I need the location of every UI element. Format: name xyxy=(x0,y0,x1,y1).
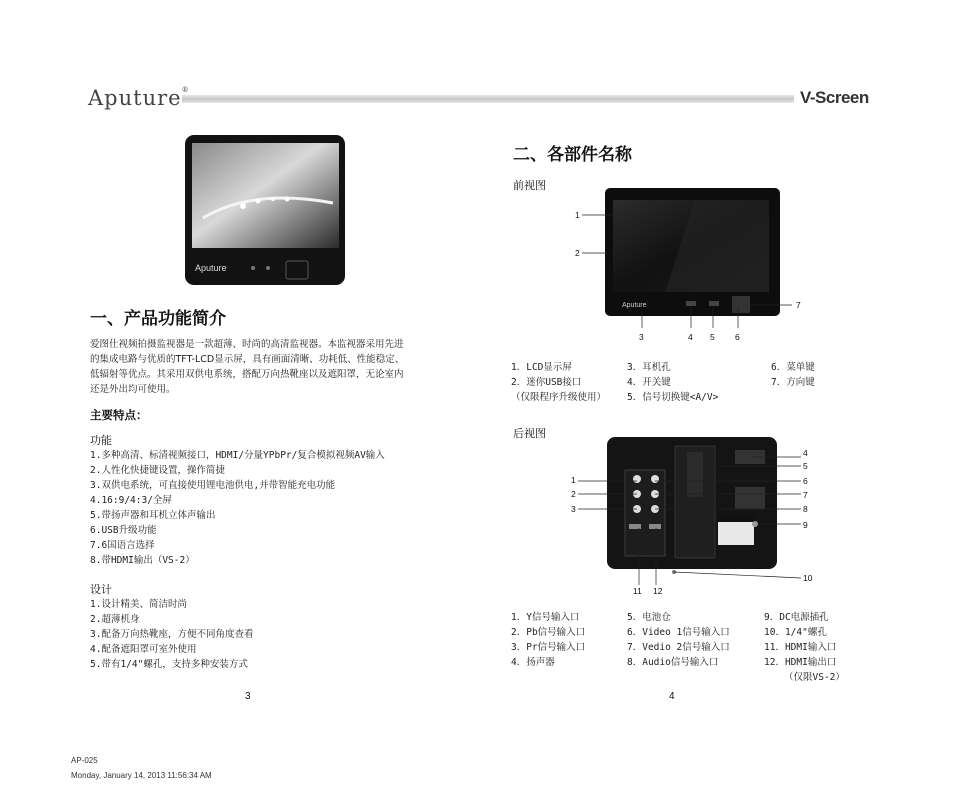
rear-legend-col3 xyxy=(764,610,845,685)
functions-heading: 功能 xyxy=(90,434,112,447)
registered-mark: ® xyxy=(181,86,190,94)
legend-item: 2．Pb信号输入口 xyxy=(511,627,586,638)
callout-rear-10: 10 xyxy=(803,573,813,583)
list-item: 5.带扬声器和耳机立体声输出 xyxy=(90,510,216,521)
callout-rear-6: 6 xyxy=(803,476,808,486)
callout-rear-8: 8 xyxy=(803,504,808,514)
legend-item: （仅限VS-2） xyxy=(784,672,845,683)
list-item: 4.配备遮阳罩可室外使用 xyxy=(90,644,197,655)
front-legend-col3 xyxy=(771,360,815,390)
list-item: 2.超薄机身 xyxy=(90,614,140,625)
legend-item: 6．菜单键 xyxy=(771,362,815,373)
page-number-right: 4 xyxy=(669,691,675,702)
list-item: 3.双供电系统，可直接使用锂电池供电,并带智能充电功能 xyxy=(90,480,336,491)
legend-item: 6．Video 1信号输入口 xyxy=(627,627,730,638)
design-list xyxy=(90,597,253,672)
legend-item: 5．电池仓 xyxy=(627,612,671,623)
rear-legend-col1 xyxy=(511,610,585,670)
callout-front-2: 2 xyxy=(575,248,580,258)
brand-name: Aputure xyxy=(88,86,182,110)
brand-logo xyxy=(88,86,190,110)
product-front-photo xyxy=(183,133,347,288)
callout-rear-4: 4 xyxy=(803,448,808,458)
callout-rear-1: 1 xyxy=(571,475,576,485)
rear-legend-col2 xyxy=(627,610,730,670)
callout-front-4: 4 xyxy=(688,332,693,342)
legend-item: 12．HDMI输出口 xyxy=(764,657,837,668)
section-title-parts: 二、各部件名称 xyxy=(513,145,632,165)
callout-rear-9: 9 xyxy=(803,520,808,530)
legend-item: 1．Y信号输入口 xyxy=(511,612,580,623)
callout-front-1: 1 xyxy=(575,210,580,220)
legend-item: 3．Pr信号输入口 xyxy=(511,642,586,653)
legend-item: 11．HDMI输入口 xyxy=(764,642,837,653)
list-item: 5.带有1/4"螺孔，支持多种安装方式 xyxy=(90,659,248,670)
features-heading: 主要特点： xyxy=(90,408,148,422)
legend-item: 9．DC电源插孔 xyxy=(764,612,829,623)
header-divider-bar xyxy=(182,95,794,103)
list-item: 6.USB升级功能 xyxy=(90,525,157,536)
intro-line: 的集成电路与优质的TFT-LCD显示屏，具有画面清晰、功耗低、性能稳定、 xyxy=(90,354,405,365)
callout-rear-12: 12 xyxy=(653,586,663,596)
list-item: 1.设计精美、简洁时尚 xyxy=(90,599,187,610)
list-item: 7.6国语言选择 xyxy=(90,540,155,551)
legend-item: 4．扬声器 xyxy=(511,657,555,668)
callout-front-7: 7 xyxy=(796,300,801,310)
legend-item: 3．耳机孔 xyxy=(627,362,671,373)
legend-item: 1．LCD显示屏 xyxy=(511,362,572,373)
callout-front-3: 3 xyxy=(639,332,644,342)
front-view-diagram xyxy=(570,185,810,345)
print-timestamp: Monday, January 14, 2013 11:56:34 AM xyxy=(71,771,212,780)
list-item: 3.配备万向热靴座，方便不同角度查看 xyxy=(90,629,254,640)
callout-rear-3: 3 xyxy=(571,504,576,514)
list-item: 1.多种高清、标清视频接口，HDMI/分量YPbPr/复合模拟视频AV输入 xyxy=(90,450,385,461)
design-heading: 设计 xyxy=(90,583,112,596)
legend-item: （仅限程序升级使用） xyxy=(511,392,607,403)
rear-view-heading: 后视图 xyxy=(513,427,546,440)
callout-rear-7: 7 xyxy=(803,490,808,500)
intro-paragraph xyxy=(90,337,404,397)
front-logo: Aputure xyxy=(622,302,647,309)
rear-view-diagram xyxy=(565,432,820,600)
legend-item: 8．Audio信号输入口 xyxy=(627,657,719,668)
section-title-intro: 一、产品功能简介 xyxy=(90,309,226,329)
callout-rear-5: 5 xyxy=(803,461,808,471)
callout-front-5: 5 xyxy=(710,332,715,342)
callout-front-6: 6 xyxy=(735,332,740,342)
intro-line: 低辐射等优点。其采用双供电系统，搭配万向热靴座以及遮阳罩，无论室内 xyxy=(90,369,404,380)
legend-item: 7．方向键 xyxy=(771,377,815,388)
functions-list xyxy=(90,448,385,568)
product-photo-logo: Aputure xyxy=(195,263,227,273)
legend-item: 10．1/4"螺孔 xyxy=(764,627,827,638)
callout-rear-2: 2 xyxy=(571,489,576,499)
page-number-left: 3 xyxy=(245,691,251,702)
legend-item: 4．开关键 xyxy=(627,377,671,388)
legend-item: 5．信号切换键<A/V> xyxy=(627,392,719,403)
front-view-heading: 前视图 xyxy=(513,179,546,192)
document-code: AP-025 xyxy=(71,756,98,765)
front-legend-col1 xyxy=(511,360,606,405)
legend-item: 2．迷你USB接口 xyxy=(511,377,582,388)
callout-rear-11: 11 xyxy=(633,586,642,596)
list-item: 8.带HDMI输出（VS-2） xyxy=(90,555,195,566)
intro-line: 爱图仕视频拍摄监视器是一款超薄、时尚的高清监视器。本监视器采用先进 xyxy=(90,339,404,350)
model-name: V-Screen xyxy=(800,88,869,107)
intro-line: 还是外出均可使用。 xyxy=(90,384,176,395)
front-legend-col2 xyxy=(627,360,718,405)
legend-item: 7．Vedio 2信号输入口 xyxy=(627,642,730,653)
list-item: 4.16:9/4:3/全屏 xyxy=(90,495,172,506)
list-item: 2.人性化快捷键设置，操作简捷 xyxy=(90,465,225,476)
